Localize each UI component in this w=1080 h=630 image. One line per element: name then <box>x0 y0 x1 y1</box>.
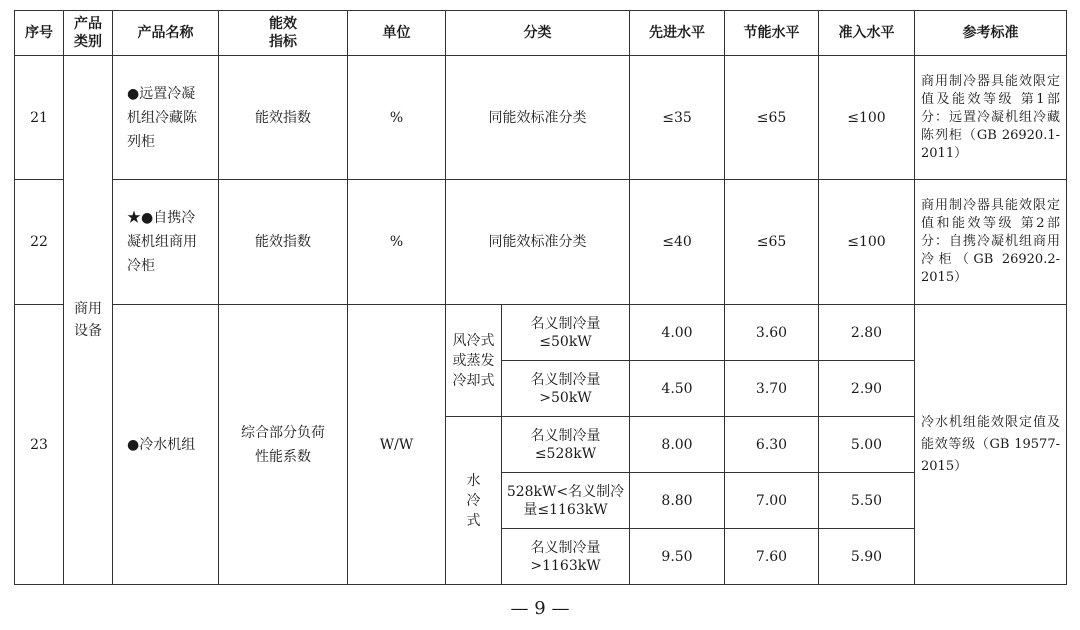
header-row <box>15 11 1067 56</box>
header-standard: 参考标准 <box>915 11 1067 56</box>
access-level: 2.90 <box>819 361 915 417</box>
access-level: 2.80 <box>819 305 915 361</box>
advanced-level: ≤35 <box>630 56 725 180</box>
table-row <box>15 305 1067 361</box>
energy-saving-level: 3.60 <box>725 305 819 361</box>
capacity-condition: 528kW<名义制冷量≤1163kW <box>502 473 630 529</box>
table-row <box>15 56 1067 180</box>
capacity-condition: 名义制冷量≤50kW <box>502 305 630 361</box>
product-name: ●远置冷凝机组冷藏陈列柜 <box>113 56 219 180</box>
product-name: ★●自携冷凝机组商用冷柜 <box>113 180 219 305</box>
access-level: 5.00 <box>819 417 915 473</box>
energy-saving-level: ≤65 <box>725 56 819 180</box>
header-category: 产品类别 <box>64 11 113 56</box>
energy-saving-level: ≤65 <box>725 180 819 305</box>
reference-standard: 商用制冷器具能效限定值和能效等级 第2部分：自携冷凝机组商用冷柜（GB 26920.2-2015） <box>915 180 1067 305</box>
header-metric: 能效指标 <box>219 11 348 56</box>
metric: 能效指数 <box>219 56 348 180</box>
advanced-level: 4.50 <box>630 361 725 417</box>
product-category: 商用设备 <box>64 56 113 585</box>
header-energy-saving: 节能水平 <box>725 11 819 56</box>
header-product: 产品名称 <box>113 11 219 56</box>
classification: 同能效标准分类 <box>446 180 630 305</box>
unit: % <box>348 180 446 305</box>
energy-saving-level: 7.00 <box>725 473 819 529</box>
unit: % <box>348 56 446 180</box>
reference-standard: 商用制冷器具能效限定值及能效等级 第1部分：远置冷凝机组冷藏陈列柜（GB 26920.1-2011） <box>915 56 1067 180</box>
energy-saving-level: 7.60 <box>725 529 819 585</box>
energy-saving-level: 3.70 <box>725 361 819 417</box>
access-level: 5.90 <box>819 529 915 585</box>
header-unit: 单位 <box>348 11 446 56</box>
access-level: ≤100 <box>819 180 915 305</box>
header-classification: 分类 <box>446 11 630 56</box>
page-number: — 9 — <box>510 598 570 619</box>
access-level: ≤100 <box>819 56 915 180</box>
access-level: 5.50 <box>819 473 915 529</box>
reference-standard: 冷水机组能效限定值及能效等级（GB 19577-2015） <box>915 305 1067 585</box>
table-row <box>15 180 1067 305</box>
product-name: ●冷水机组 <box>113 305 219 585</box>
advanced-level: ≤40 <box>630 180 725 305</box>
advanced-level: 8.00 <box>630 417 725 473</box>
capacity-condition: 名义制冷量>50kW <box>502 361 630 417</box>
advanced-level: 8.80 <box>630 473 725 529</box>
energy-saving-level: 6.30 <box>725 417 819 473</box>
row-number: 21 <box>15 56 64 180</box>
row-number: 23 <box>15 305 64 585</box>
capacity-condition: 名义制冷量>1163kW <box>502 529 630 585</box>
header-no: 序号 <box>15 11 64 56</box>
advanced-level: 4.00 <box>630 305 725 361</box>
header-access: 准入水平 <box>819 11 915 56</box>
metric: 能效指数 <box>219 180 348 305</box>
cooling-type: 水冷式 <box>446 417 502 585</box>
capacity-condition: 名义制冷量≤528kW <box>502 417 630 473</box>
unit: W/W <box>348 305 446 585</box>
cooling-type: 风冷式或蒸发冷却式 <box>446 305 502 417</box>
row-number: 22 <box>15 180 64 305</box>
energy-efficiency-table <box>14 10 1067 585</box>
advanced-level: 9.50 <box>630 529 725 585</box>
metric: 综合部分负荷性能系数 <box>219 305 348 585</box>
classification: 同能效标准分类 <box>446 56 630 180</box>
header-advanced: 先进水平 <box>630 11 725 56</box>
